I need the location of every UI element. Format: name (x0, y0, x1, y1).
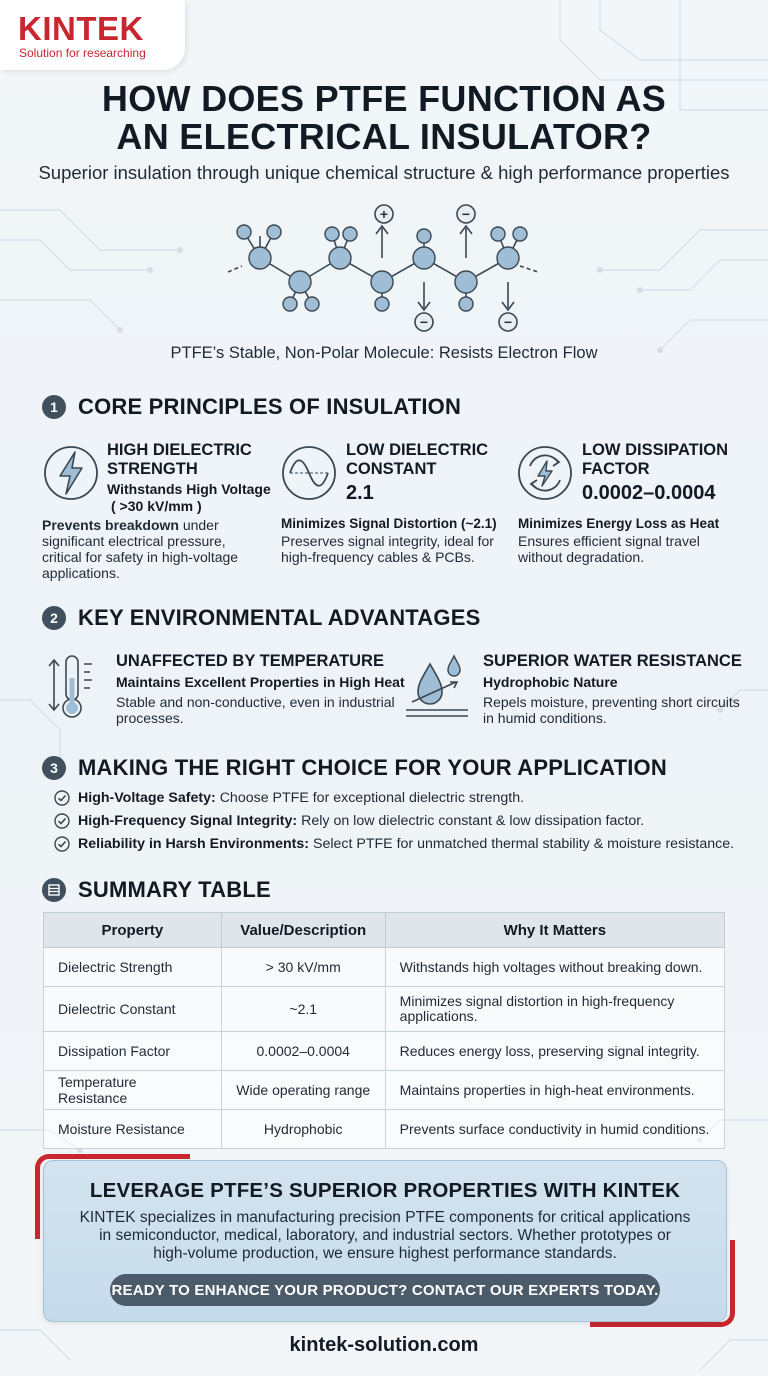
charge-plus-label: + (379, 206, 389, 222)
principle-subtitle (107, 481, 277, 515)
water-drop-icon (404, 652, 470, 720)
advantage-description (483, 694, 743, 726)
principle-lead: Prevents breakdown (42, 517, 179, 533)
charge-minus-label: − (419, 314, 429, 330)
advantage-body-line: Repels moisture, preventing short circuits (483, 694, 740, 710)
table-row (44, 1110, 725, 1149)
contact-experts-button[interactable]: READY TO ENHANCE YOUR PRODUCT? CONTACT OUR EXPERTS TODAY. (110, 1274, 660, 1306)
principle-title-line: STRENGTH (107, 460, 198, 478)
section-1-header (42, 393, 461, 421)
table-header-cell: Property (44, 913, 222, 948)
principle-body-line: critical for safety in high-voltage (42, 549, 239, 565)
table-cell: Dissipation Factor (44, 1032, 222, 1071)
principle-description (42, 517, 282, 581)
table-header-cell: Value/Description (221, 913, 385, 948)
advantage-body-line: in humid conditions. (483, 710, 607, 726)
table-cell: Maintains properties in high-heat environments. (385, 1071, 724, 1110)
page-title (40, 80, 728, 156)
checklist-text: Select PTFE for unmatched thermal stability & moisture resistance. (313, 836, 735, 852)
table-cell: Hydrophobic (221, 1110, 385, 1149)
page-title-line2: AN ELECTRICAL INSULATOR? (116, 116, 652, 157)
cta-body-line: in semiconductor, medical, laboratory, and industrial sectors. Whether prototypes or (99, 1227, 671, 1244)
website-link[interactable]: kintek-solution.com (289, 1334, 479, 1356)
checklist-label: High-Voltage Safety: (78, 790, 216, 806)
table-cell: Reduces energy loss, preserving signal integrity. (385, 1032, 724, 1071)
advantage-subtitle: Hydrophobic Nature (483, 674, 618, 690)
principle-lead: Minimizes Energy Loss as Heat (518, 516, 720, 531)
charge-minus-label: − (461, 206, 471, 222)
principle-lead-rest: under (178, 517, 219, 533)
cta-body-line: high-volume production, we ensure highest performance standards. (153, 1245, 617, 1262)
table-cell: Dielectric Strength (44, 948, 222, 987)
table-row (44, 1071, 725, 1110)
section-number: 3 (42, 756, 66, 780)
cta-description (68, 1209, 702, 1263)
check-circle-icon (54, 836, 70, 852)
thermometer-icon (44, 652, 100, 722)
summary-header (42, 876, 271, 904)
principle-title-line: HIGH DIELECTRIC (107, 441, 252, 459)
principle-subtitle-line: ( >30 kV/mm ) (111, 498, 202, 514)
advantage-title: UNAFFECTED BY TEMPERATURE (116, 652, 384, 670)
principle-description (281, 533, 511, 565)
checklist-item (54, 813, 644, 829)
table-row (44, 987, 725, 1032)
section-title: MAKING THE RIGHT CHOICE FOR YOUR APPLICATION (78, 755, 667, 780)
page-subtitle: Superior insulation through unique chemical structure & high performance properties (38, 162, 730, 183)
principle-title-line: LOW DIELECTRIC (346, 441, 489, 459)
check-circle-icon (54, 790, 70, 806)
summary-table (43, 912, 725, 1149)
principle-title-line: CONSTANT (346, 460, 437, 478)
table-cell: 0.0002–0.0004 (221, 1032, 385, 1071)
table-cell: Withstands high voltages without breaking down. (385, 948, 724, 987)
checklist-item (54, 790, 524, 806)
brand-name: KINTEK (18, 10, 144, 47)
table-cell: Minimizes signal distortion in high-frequency applications. (385, 987, 724, 1032)
cta-body-line: KINTEK specializes in manufacturing precision PTFE components for critical applications (79, 1209, 691, 1226)
table-cell: Temperature Resistance (44, 1071, 222, 1110)
section-2-header (42, 604, 480, 632)
table-cell: > 30 kV/mm (221, 948, 385, 987)
sine-wave-icon (280, 444, 338, 502)
table-cell: Prevents surface conductivity in humid conditions. (385, 1110, 724, 1149)
lightning-icon (42, 444, 100, 502)
brand-tagline: Solution for researching (19, 46, 146, 60)
section-3-header (42, 754, 667, 782)
cta-panel (43, 1160, 727, 1322)
advantage-title: SUPERIOR WATER RESISTANCE (483, 652, 742, 670)
advantage-description (116, 694, 406, 726)
charge-minus-label: − (503, 314, 513, 330)
table-cell: Wide operating range (221, 1071, 385, 1110)
principle-title (582, 441, 728, 479)
section-number: 2 (42, 606, 66, 630)
table-header-cell: Why It Matters (385, 913, 724, 948)
principle-title (346, 441, 488, 479)
checklist-label: Reliability in Harsh Environments: (78, 836, 309, 852)
table-cell: Dielectric Constant (44, 987, 222, 1032)
molecule-caption: PTFE’s Stable, Non-Polar Molecule: Resists Electron Flow (170, 344, 598, 362)
advantage-body-line: processes. (116, 710, 184, 726)
table-icon (42, 878, 66, 902)
principle-description (518, 533, 748, 565)
table-cell: Moisture Resistance (44, 1110, 222, 1149)
principle-body-line: high-frequency cables & PCBs. (281, 549, 475, 565)
table-row (44, 948, 725, 987)
checklist-text: Rely on low dielectric constant & low dissipation factor. (301, 813, 645, 829)
principle-lead: Minimizes Signal Distortion (~2.1) (281, 516, 497, 531)
principle-subtitle-line: Withstands High Voltage (107, 481, 271, 497)
check-circle-icon (54, 813, 70, 829)
ptfe-molecule-diagram (220, 200, 550, 338)
principle-body-line: significant electrical pressure, (42, 533, 226, 549)
principle-body-line: without degradation. (518, 549, 645, 565)
principle-title-line: FACTOR (582, 460, 650, 478)
page-title-line1: HOW DOES PTFE FUNCTION AS (101, 78, 667, 119)
section-title: KEY ENVIRONMENTAL ADVANTAGES (78, 605, 481, 630)
advantage-subtitle: Maintains Excellent Properties in High Heat (116, 674, 405, 690)
checklist-item (54, 836, 734, 852)
principle-value: 0.0002–0.0004 (582, 482, 716, 504)
checklist-text: Choose PTFE for exceptional dielectric strength. (219, 790, 525, 806)
cta-title: LEVERAGE PTFE’S SUPERIOR PROPERTIES WITH KINTEK (89, 1179, 681, 1202)
principle-body-line: applications. (42, 565, 120, 581)
table-header-row (44, 913, 725, 948)
principle-title (107, 441, 252, 479)
table-row (44, 1032, 725, 1071)
principle-value: 2.1 (346, 482, 374, 504)
energy-cycle-icon (516, 444, 574, 502)
brand-logo[interactable] (0, 0, 185, 70)
section-title: CORE PRINCIPLES OF INSULATION (78, 394, 462, 419)
section-number: 1 (42, 395, 66, 419)
principle-body-line: Preserves signal integrity, ideal for (281, 533, 494, 549)
table-cell: ~2.1 (221, 987, 385, 1032)
principle-body-line: Ensures efficient signal travel (518, 533, 700, 549)
principle-title-line: LOW DISSIPATION (582, 441, 729, 459)
advantage-body-line: Stable and non-conductive, even in industrial (116, 694, 395, 710)
checklist-label: High-Frequency Signal Integrity: (78, 813, 298, 829)
section-title: SUMMARY TABLE (78, 877, 271, 902)
